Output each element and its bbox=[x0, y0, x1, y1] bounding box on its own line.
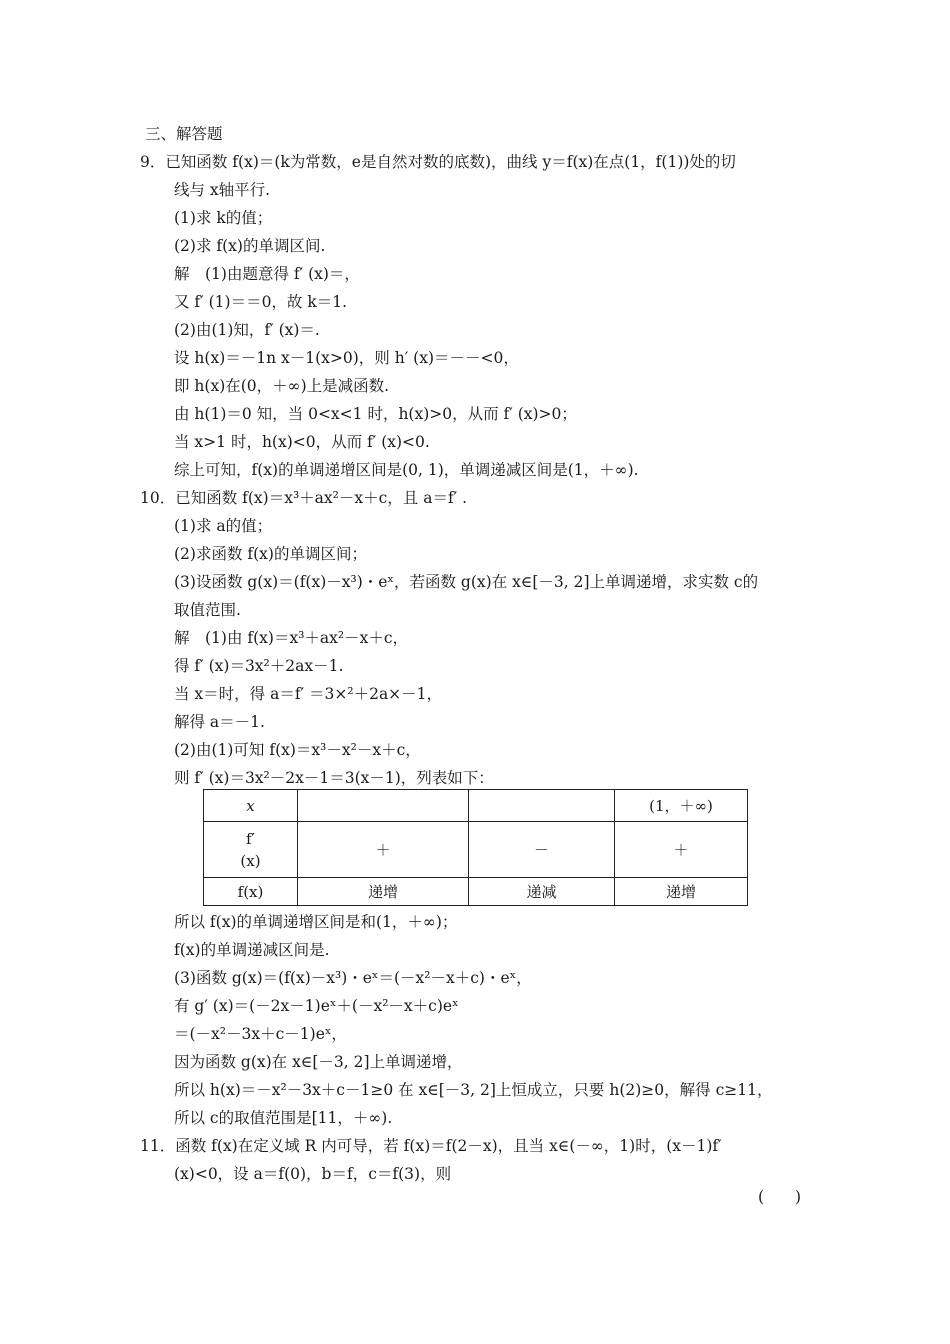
q10-part-1: (1)求 a的值； bbox=[174, 517, 273, 535]
q11-stem-line-2: (x)<0，设 a＝f(0)，b＝f，c＝f(3)，则 bbox=[174, 1165, 452, 1183]
table-derivative-row bbox=[204, 822, 748, 878]
q10-part-3: (3)设函数 g(x)＝(f(x)－x³)・eˣ，若函数 g(x)在 x∈[－3, 2]上单调递增，求实数 c的 bbox=[174, 573, 759, 591]
table-function-row bbox=[204, 878, 748, 906]
q9-solution-line: 当 x>1 时，h(x)<0，从而 f′ (x)<0. bbox=[174, 433, 430, 451]
variation-table bbox=[203, 789, 748, 906]
q10-conclusion: 所以 c的取值范围是[11，＋∞). bbox=[174, 1109, 393, 1127]
q9-solution-line: 即 h(x)在(0，＋∞)上是减函数. bbox=[174, 377, 390, 395]
table-cell-sign: － bbox=[469, 822, 615, 878]
q10-stem-line-1: 10．已知函数 f(x)＝x³＋ax²－x＋c，且 a＝f′ . bbox=[140, 489, 468, 507]
q9-part-2: (2)求 f(x)的单调区间. bbox=[174, 237, 326, 255]
q10-solution-line: 所以 f(x)的单调递增区间是和(1，＋∞)； bbox=[174, 913, 458, 931]
q9-conclusion: 综上可知，f(x)的单调递增区间是(0, 1)，单调递减区间是(1，＋∞). bbox=[174, 461, 639, 479]
q9-solution-line: 由 h(1)＝0 知，当 0<x<1 时，h(x)>0，从而 f′ (x)>0； bbox=[174, 405, 577, 423]
derivative-label-bottom: (x) bbox=[240, 851, 261, 870]
table-cell bbox=[469, 790, 615, 822]
q10-solution-line: (3)函数 g(x)＝(f(x)－x³)・eˣ＝(－x²－x＋c)・eˣ， bbox=[174, 969, 532, 987]
q10-solution-line: 解得 a＝－1. bbox=[174, 713, 265, 731]
answer-parentheses: ( ) bbox=[758, 1188, 802, 1206]
q9-solution-line: 又 f′ (1)＝＝0，故 k＝1. bbox=[174, 293, 348, 311]
table-cell-function-label: f(x) bbox=[204, 878, 298, 906]
table-cell-monotonicity: 递减 bbox=[469, 878, 615, 906]
q10-solution-line: 当 x＝时，得 a＝f′ ＝3×²＋2a×－1， bbox=[174, 685, 443, 703]
q9-stem-line-1: 9．已知函数 f(x)＝(k为常数，e是自然对数的底数)，曲线 y＝f(x)在点(1，f(1))处的切 bbox=[140, 153, 736, 171]
table-cell-derivative-label bbox=[204, 822, 298, 878]
q10-solution-line: 有 g′ (x)＝(－2x－1)eˣ＋(－x²－x＋c)eˣ bbox=[174, 997, 459, 1015]
table-cell-monotonicity: 递增 bbox=[298, 878, 469, 906]
q9-stem-line-2: 线与 x轴平行. bbox=[174, 181, 271, 199]
q10-solution-line: f(x)的单调递减区间是. bbox=[174, 941, 330, 959]
table-header-row bbox=[204, 790, 748, 822]
q9-solution-line: (2)由(1)知，f′ (x)＝. bbox=[174, 321, 320, 339]
q10-solution-line: 则 f′ (x)＝3x²－2x－1＝3(x－1)，列表如下： bbox=[174, 769, 494, 787]
q9-solution-line: 设 h(x)＝－1n x－1(x>0)，则 h′ (x)＝－－<0， bbox=[174, 349, 519, 367]
table-cell-x-label: x bbox=[204, 790, 298, 822]
q10-part-3-cont: 取值范围. bbox=[174, 601, 241, 619]
q10-solution-line: 因为函数 g(x)在 x∈[－3, 2]上单调递增， bbox=[174, 1053, 463, 1071]
q10-solution-line: 解 (1)由 f(x)＝x³＋ax²－x＋c， bbox=[174, 629, 409, 647]
q10-solution-line: 所以 h(x)＝－x²－3x＋c－1≥0 在 x∈[－3, 2]上恒成立，只要 h(2)≥0，解得 c≥11， bbox=[174, 1081, 773, 1099]
q9-part-1: (1)求 k的值； bbox=[174, 209, 273, 227]
table-cell: (1，＋∞) bbox=[615, 790, 748, 822]
table-cell bbox=[298, 790, 469, 822]
q11-stem-line-1: 11．函数 f(x)在定义域 R 内可导，若 f(x)＝f(2－x)，且当 x∈(－∞，1)时，(x－1)f′ bbox=[140, 1137, 722, 1155]
table-cell-sign: ＋ bbox=[615, 822, 748, 878]
q10-part-2: (2)求函数 f(x)的单调区间； bbox=[174, 545, 367, 563]
q10-solution-line: ＝(－x²－3x＋c－1)eˣ， bbox=[174, 1025, 347, 1043]
q9-solution-line: 解 (1)由题意得 f′ (x)＝， bbox=[174, 265, 360, 283]
q10-solution-line: 得 f′ (x)＝3x²＋2ax－1. bbox=[174, 657, 344, 675]
q10-solution-line: (2)由(1)可知 f(x)＝x³－x²－x＋c， bbox=[174, 741, 421, 759]
derivative-label-top: f′ bbox=[246, 829, 255, 848]
section-title: 三、解答题 bbox=[145, 125, 223, 143]
table-cell-sign: ＋ bbox=[298, 822, 469, 878]
table-cell-monotonicity: 递增 bbox=[615, 878, 748, 906]
